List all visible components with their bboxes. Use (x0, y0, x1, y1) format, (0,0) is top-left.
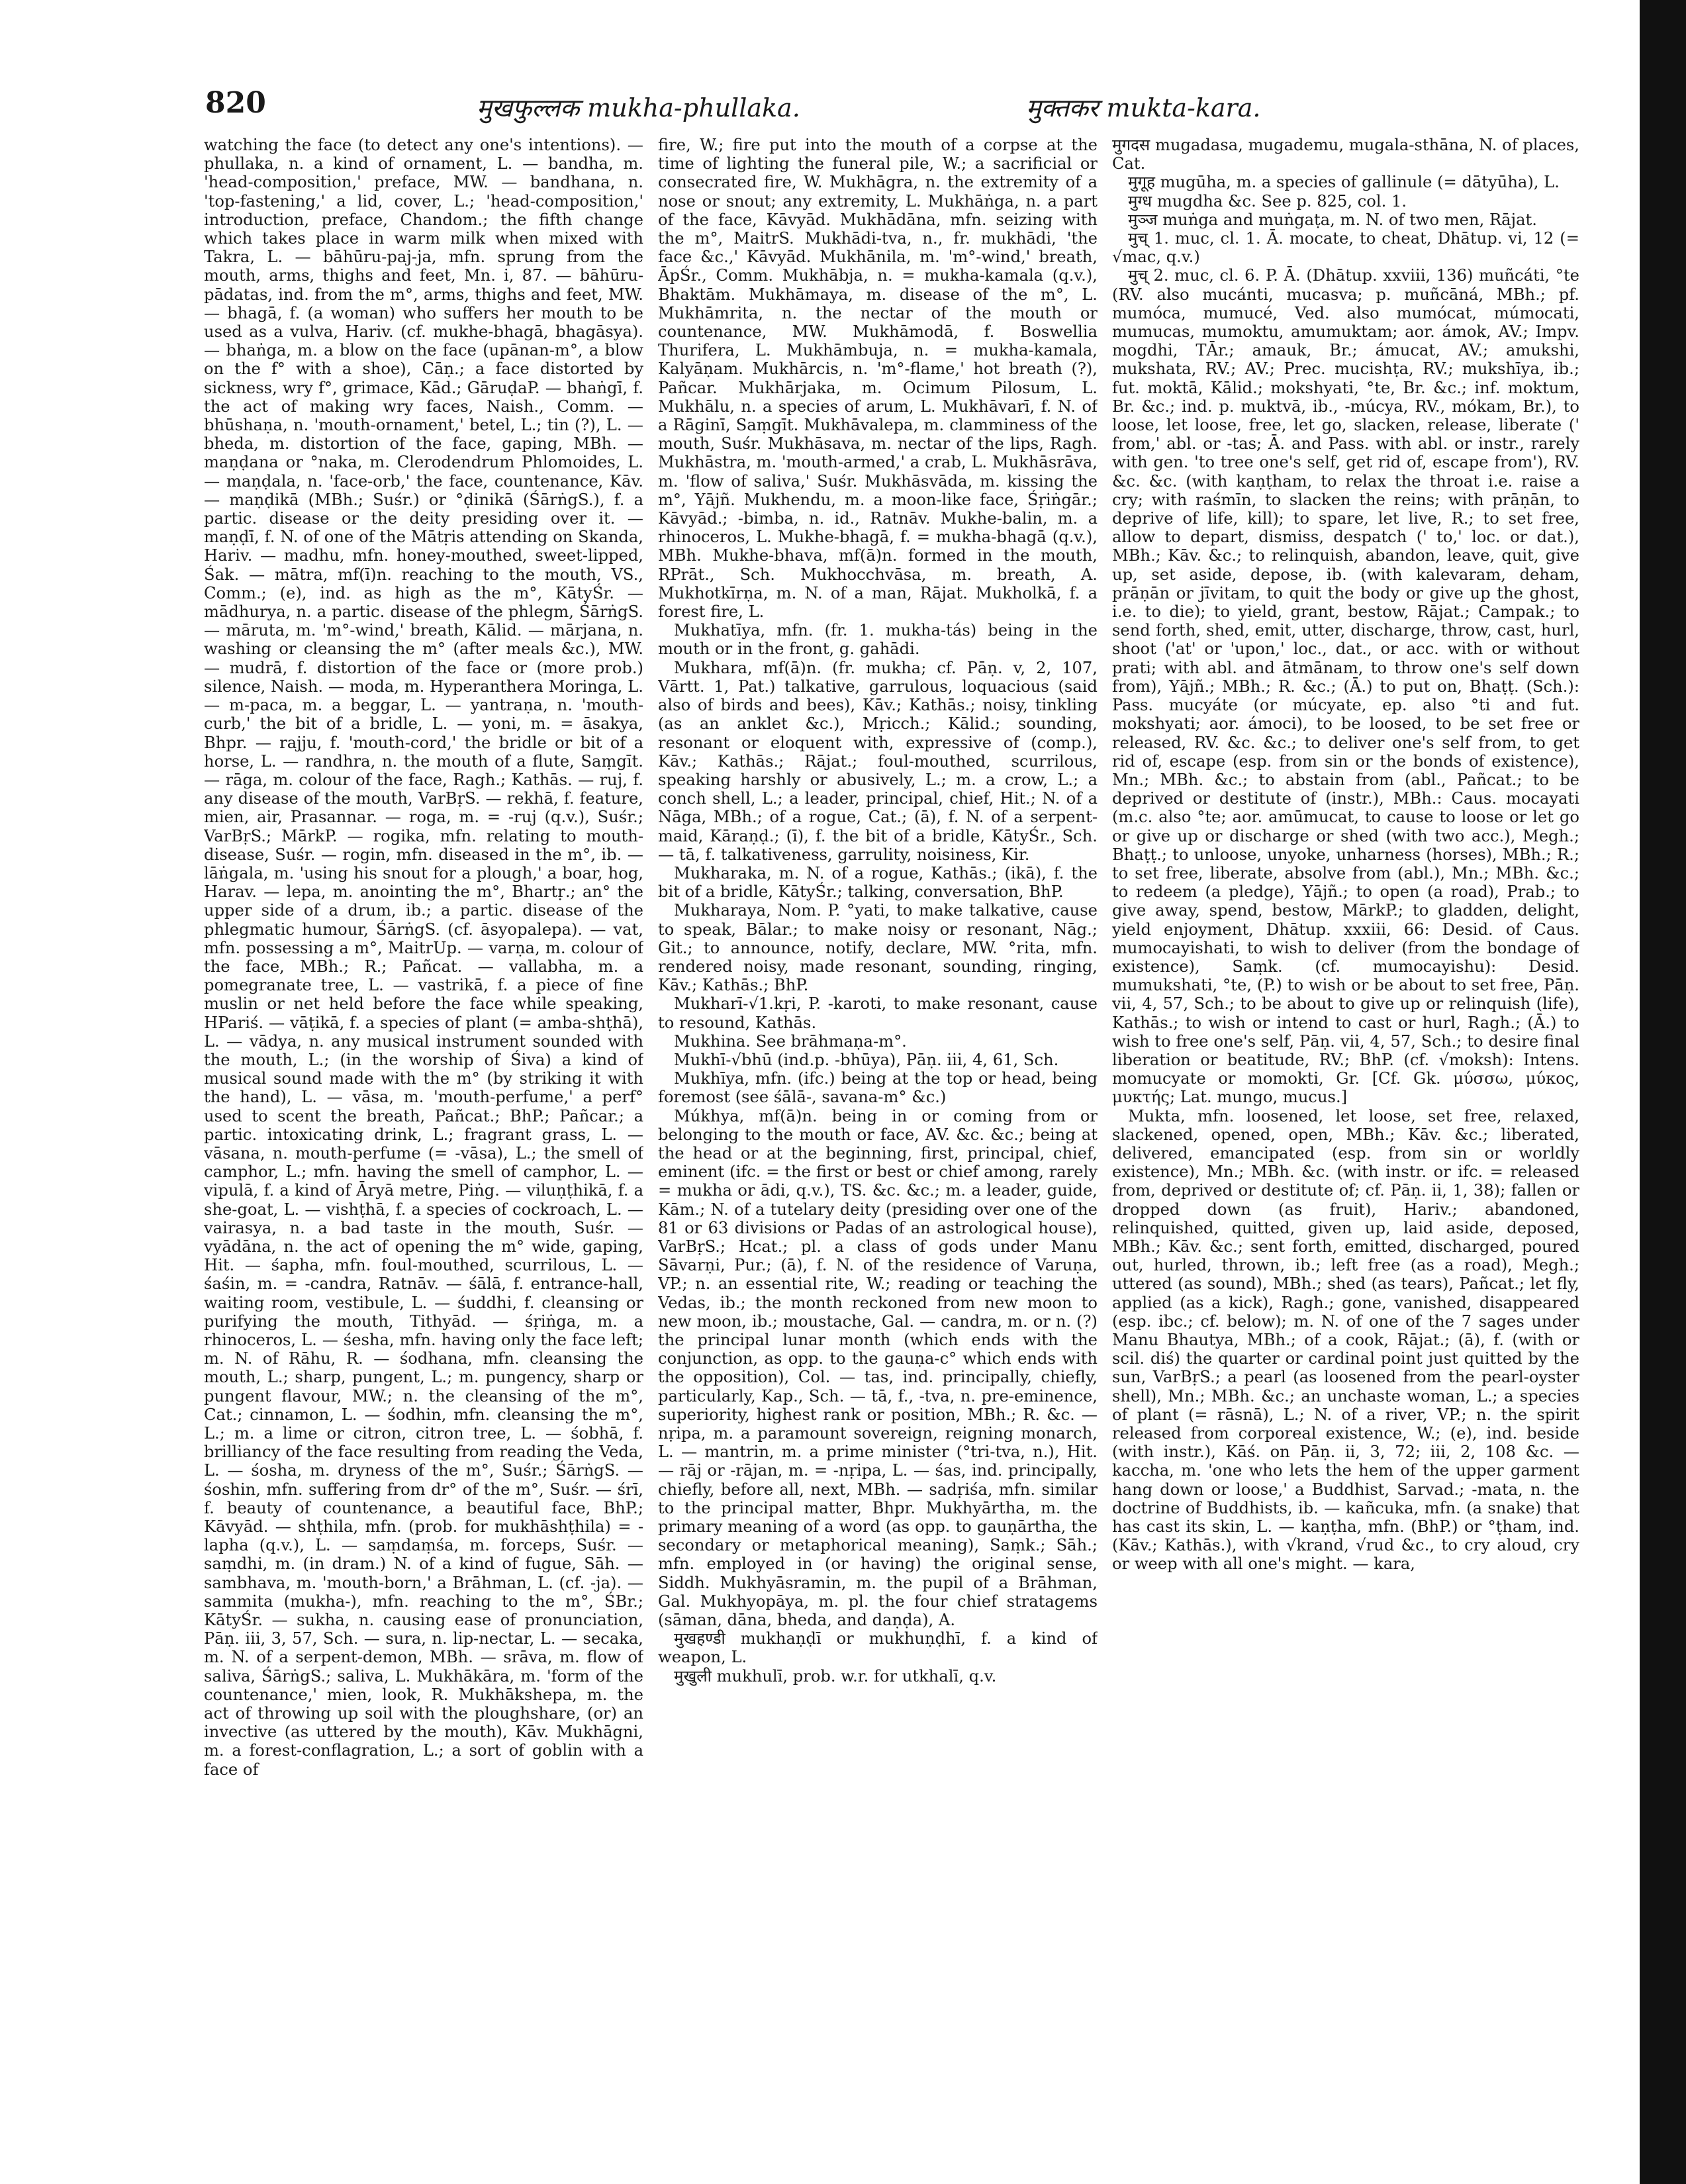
entry-paragraph: मुखहण्डी mukhaṇḍī or mukhuṇḍhī, f. a kind of weapon, L. (658, 1629, 1098, 1667)
page-number: 820 (205, 86, 266, 120)
entry-paragraph: मुखुली mukhulī, prob. w.r. for utkhalī, q.v. (674, 1666, 997, 1685)
entry-paragraph: मुगूह mugūha, m. a species of gallinule (= dātyūha), L. (1128, 173, 1560, 192)
entry-paragraph: Mukhīya, mfn. (ifc.) being at the top or head, being foremost (see śālā-, savana-m° &c.) (658, 1069, 1098, 1107)
column-3 (1112, 136, 1579, 2161)
page-edge-shadow (1640, 0, 1686, 2184)
entry-paragraph: Múkhya, mf(ā)n. being in or coming from or belonging to the mouth or face, AV. &c. &c.; being at the head or at the beginning, first, principal, chief, eminent (ifc. = the first or best or chief among, rarely = mukha or ādi, q.v.), TS. &c. &c.; m. a leader, guide, Kām.; N. of a tutelary deity (presiding over one of the 81 or 63 divisions or Padas of an astrological house), VarBṛS.; Hcat.; pl. a class of gods under Manu Sāvarṇi, Pur.; (ā), f. N. of the residence of Varuṇa, VP.; n. an essential rite, W.; reading or teaching the Vedas, ib.; the month reckoned from new moon to new moon, ib.; moustache, Gal. — candra, m. or n. (?) the principal lunar month (which ends with the conjunction, as opp. to the gauṇa-c° which ends with the opposition), Col. — tas, ind. principally, chiefly, particularly, Kap., Sch. — tā, f., -tva, n. pre-eminence, superiority, highest rank or position, MBh.; R. &c. — nṛipa, m. a paramount sovereign, reigning monarch, L. — mantrin, m. a prime minister (°tri-tva, n.), Hit. — rāj or -rājan, m. = -nṛipa, L. — śas, ind. principally, chiefly, before all, next, MBh. — sadṛiśa, mfn. similar to the principal matter, Bhpr. Mukhyārtha, m. the primary meaning of a word (as opp. to gauṇārtha, the secondary or metaphorical meaning), Saṃk.; Sāh.; mfn. employed in (or having) the original sense, Siddh. Mukhyāsramin, m. the pupil of a Brāhman, Gal. Mukhyopāya, m. pl. the four chief stratagems (sāman, dāna, bheda, and daṇḍa), A. (658, 1106, 1098, 1630)
entry-paragraph: Mukhina. See brāhmaṇa-m°. (674, 1031, 907, 1051)
entry-paragraph: मुच् 2. muc, cl. 6. P. Ā. (Dhātup. xxviii, 136) muñcáti, °te (RV. also mucánti, mucasva; p. muñcāná, MBh.; pf. mumóca, mumucé, Ved. also mumócat, múmocati, mumucas, mumoktu, amumuktam; aor. ámok, AV.; Impv. mogdhi, TĀr.; amauk, Br.; ámucat, AV.; amukshi, mukshata, RV.; AV.; Prec. mucishṭa, RV.; mukshīya, ib.; fut. moktā, Kālid.; mokshyati, °te, Br. &c.; inf. moktum, Br. &c.; ind. p. muktvā, ib., -múcya, RV., mókam, Br.), to loose, let loose, free, let go, slacken, release, liberate (' from,' abl. or -tas; Ā. and Pass. with abl. or instr., rarely with gen. 'to tree one's self, get rid of, escape from'), RV. &c. &c. (with kaṇṭham, to relax the throat i.e. raise a cry; with raśmīn, to slacken the reins; with prāṇān, to deprive of life, kill); to spare, let live, R.; to set free, allow to depart, dismiss, despatch (' to,' loc. or dat.), MBh.; Kāv. &c.; to relinquish, abandon, leave, quit, give up, set aside, depose, ib. (with kalevaram, deham, prāṇān or jīvitam, to quit the body or give up the ghost, i.e. to die); to yield, grant, bestow, Rājat.; Campak.; to send forth, shed, emit, utter, discharge, throw, cast, hurl, shoot ('at' or 'upon,' loc., dat., or acc. with or without prati; with abl. and ātmānam, to throw one's self down from), Yājñ.; MBh.; R. &c.; (Ā.) to put on, Bhaṭṭ. (Sch.): Pass. mucyáte (or múcyate, ep. also °ti and fut. mokshyati; aor. ámoci), to be loosed, to be set free or released, RV. &c. &c.; to deliver one's self from, to get rid of, escape (esp. from sin or the bonds of existence), Mn.; MBh. &c.; to abstain from (abl., Pañcat.; to be deprived or destitute of (instr.), MBh.: Caus. mocayati (m.c. also °te; aor. amūmucat, to cause to loose or let go or give up or discharge or shed (with two acc.), Megh.; Bhaṭṭ.; to unloose, unyoke, unharness (horses), MBh.; R.; to set free, liberate, absolve from (abl.), Mn.; MBh. &c.; to redeem (a pledge), Yājñ.; to open (a road), Prab.; to give away, spend, bestow, MārkP.; to gladden, delight, yield enjoyment, Dhātup. xxxiii, 66: Desid. of Caus. mumocayishati, to wish to deliver (from the bondage of existence), Saṃk. (cf. mumocayishu): Desid. mumukshati, °te, (P.) to wish or be about to set free, Pāṇ. vii, 4, 57, Sch.; to be about to give up or relinquish (life), Kathās.; to wish or intend to cast or hurl, Ragh.; (Ā.) to wish to free one's self, Pāṇ. vii, 4, 57, Sch.; to desire final liberation or beatitude, RV.; BhP. (cf. √moksh): Intens. momucyate or momokti, Gr. [Cf. Gk. μύσσω, μύκος, μυκτής; Lat. mungo, mucus.] (1112, 266, 1579, 1107)
entry-paragraph: Mukta, mfn. loosened, let loose, set free, relaxed, slackened, opened, open, MBh.; Kāv. &c.; liberated, delivered, emancipated (esp. from sin or worldly existence), Mn.; MBh. &c. (with instr. or ifc. = released from, deprived or destitute of; cf. Pāṇ. ii, 1, 38); fallen or dropped down (as fruit), Hariv.; abandoned, relinquished, quitted, given up, laid aside, deposed, MBh.; Kāv. &c.; sent forth, emitted, discharged, poured out, hurled, thrown, ib.; left free (as a road), Megh.; uttered (as sound), MBh.; shed (as tears), Pañcat.; let fly, applied (as a kick), Ragh.; gone, vanished, disappeared (esp. ibc.; cf. below); m. N. of one of the 7 sages under Manu Bhautya, MBh.; of a cook, Rājat.; (ā), f. (with or scil. diś) the quarter or cardinal point just quitted by the sun, VarBṛS.; a pearl (as loosened from the pearl-oyster shell), Mn.; MBh. &c.; an unchaste woman, L.; a species of plant (= rāsnā), L.; N. of a river, VP.; n. the spirit released from corporeal existence, W.; (e), ind. beside (with instr.), Kāś. on Pāṇ. ii, 3, 72; iii, 2, 108 &c. — kaccha, m. 'one who lets the hem of the upper garment hang down or loose,' a Buddhist, Sarvad.; -mata, n. the doctrine of Buddhists, ib. — kañcuka, mfn. (a snake) that has cast its skin, L. — kaṇṭha, mfn. (BhP.) or °ṭham, ind. (Kāv.; Kathās.), with √krand, √rud &c., to cry aloud, cry or weep with all one's might. — kara, (1112, 1106, 1579, 1574)
right-running-headword: मुक्तकर mukta-kara. (1026, 93, 1261, 122)
entry-paragraph: Mukharaka, m. N. of a rogue, Kathās.; (ikā), f. the bit of a bridle, KātyŚr.; talking, conversation, BhP. (658, 863, 1098, 902)
left-running-headword: मुखफुल्लक mukha-phullaka. (477, 93, 800, 122)
column-2 (658, 136, 1098, 2161)
entry-paragraph: Mukhatīya, mfn. (fr. 1. mukha-tás) being in the mouth or in the front, g. gahādi. (658, 621, 1098, 659)
column-1 (204, 136, 643, 2161)
entry-paragraph: fire, W.; fire put into the mouth of a corpse at the time of lighting the funeral pile, W.; a sacrificial or consecrated fire, W. Mukhāgra, n. the extremity of a nose or snout; any extremity, L. Mukhāṅga, n. a part of the face, Kāvyād. Mukhādāna, mfn. seizing with the m°, MaitrS. Mukhādi-tva, n., fr. mukhādi, 'the face &c.,' Kāvyād. Mukhānila, m. 'm°-wind,' breath, ĀpŚr., Comm. Mukhābja, n. = mukha-kamala (q.v.), Bhaktām. Mukhāmaya, m. disease of the m°, L. Mukhāmrita, n. the nectar of the mouth or countenance, MW. Mukhāmodā, f. Boswellia Thurifera, L. Mukhāmbuja, n. = mukha-kamala, Kalyāṇam. Mukhārcis, n. 'm°-flame,' hot breath (?), Pañcar. Mukhārjaka, m. Ocimum Pilosum, L. Mukhālu, n. a species of arum, L. Mukhāvarī, f. N. of a Rāginī, Saṃgīt. Mukhāvalepa, m. clamminess of the mouth, Suśr. Mukhāsava, m. nectar of the lips, Ragh. Mukhāstra, m. 'mouth-armed,' a crab, L. Mukhāsrāva, m. 'flow of saliva,' Suśr. Mukhāsvāda, m. kissing the m°, Yājñ. Mukhendu, m. a moon-like face, Śṛiṅgār.; Kāvyād.; -bimba, n. id., Ratnāv. Mukhe-balin, m. a rhinoceros, L. Mukhe-bhagā, f. = mukha-bhagā (q.v.), MBh. Mukhe-bhava, mf(ā)n. formed in the mouth, RPrāt., Sch. Mukhocchvāsa, m. breath, A. Mukhotkīrṇa, m. N. of a man, Rājat. Mukholkā, f. a forest fire, L. (658, 136, 1098, 622)
entry-paragraph: Mukharī-√1.kṛi, P. -karoti, to make resonant, cause to resound, Kathās. (658, 994, 1098, 1032)
entry-paragraph: मुच् 1. muc, cl. 1. Ā. mocate, to cheat, Dhātup. vi, 12 (= √mac, q.v.) (1112, 229, 1579, 267)
entry-paragraph: मुञ्ज muṅga and muṅgaṭa, m. N. of two men, Rājat. (1128, 210, 1537, 229)
entry-paragraph: मुगदस mugadasa, mugademu, mugala-sthāna, N. of places, Cat. (1112, 136, 1579, 173)
entry-paragraph: Mukhara, mf(ā)n. (fr. mukha; cf. Pāṇ. v, 2, 107, Vārtt. 1, Pat.) talkative, garrulous, loquacious (said also of birds and bees), Kāv.; Kathās.; noisy, tinkling (as an anklet &c.), Mṛicch.; Kālid.; sounding, resonant or eloquent with, expressive of (comp.), Kāv.; Kathās.; Rājat.; foul-mouthed, scurrilous, speaking harshly or abusively, L.; m. a crow, L.; a conch shell, L.; a leader, principal, chief, Hit.; N. of a Nāga, MBh.; of a rogue, Cat.; (ā), f. N. of a serpent-maid, Kāraṇḍ.; (ī), f. the bit of a bridle, KātyŚr., Sch. — tā, f. talkativeness, garrulity, noisiness, Kir. (658, 658, 1098, 864)
entry-paragraph: Mukharaya, Nom. P. °yati, to make talkative, cause to speak, Bālar.; to make noisy or resonant, Nāg.; Git.; to announce, notify, declare, MW. °rita, mfn. rendered noisy, made resonant, sounding, ringing, Kāv.; Kathās.; BhP. (658, 901, 1098, 995)
page-header (205, 86, 1582, 139)
entry-paragraph: Mukhī-√bhū (ind.p. -bhūya), Pāṇ. iii, 4, 61, Sch. (674, 1050, 1059, 1069)
entry-paragraph: watching the face (to detect any one's intentions). — phullaka, n. a kind of ornament, L. — bandha, m. 'head-composition,' preface, MW. — bandhana, n. 'top-fastening,' a lid, cover, L.; 'head-composition,' introduction, preface, Chandom.; the fifth change which takes place in warm milk when mixed with Takra, L. — bāhūru-paj-ja, mfn. sprung from the mouth, arms, thighs and feet, Mn. i, 87. — bāhūru-pādatas, ind. from the m°, arms, thighs and feet, MW. — bhagā, f. (a woman) who suffers her mouth to be used as a vulva, Hariv. (cf. mukhe-bhagā, bhagāsya). — bhaṅga, m. a blow on the face (upānan-m°, a blow on the f° with a shoe), Cāṇ.; a face distorted by sickness, wry f°, grimace, Kād.; GāruḍaP. — bhaṅgī, f. the act of making wry faces, Naish., Comm. — bhūshaṇa, n. 'mouth-ornament,' betel, L.; tin (?), L. — bheda, m. distortion of the face, gaping, MBh. — maṇḍana or °naka, m. Clerodendrum Phlomoides, L. — maṇḍala, n. 'face-orb,' the face, countenance, Kāv. — maṇḍikā (MBh.; Suśr.) or °ḍinikā (ŚārṅgS.), f. a partic. disease or the deity presiding over it. — maṇḍī, f. N. of one of the Mātṛis attending on Skanda, Hariv. — madhu, mfn. honey-mouthed, sweet-lipped, Śak. — mātra, mf(ī)n. reaching to the mouth, VS., Comm.; (e), ind. as high as the m°, KātyŚr. — mādhurya, n. a partic. disease of the phlegm, ŚārṅgS. — māruta, m. 'm°-wind,' breath, Kālid. — mārjana, n. washing or cleansing the m° (after meals &c.), MW. — mudrā, f. distortion of the face or (more prob.) silence, Naish. — moda, m. Hyperanthera Moringa, L. — m-paca, m. a beggar, L. — yantraṇa, n. 'mouth-curb,' the bit of a bridle, L. — yoni, m. = āsakya, Bhpr. — rajju, f. 'mouth-cord,' the bridle or bit of a horse, L. — randhra, n. the mouth of a flute, Saṃgīt. — rāga, m. colour of the face, Ragh.; Kathās. — ruj, f. any disease of the mouth, VarBṛS. — rekhā, f. feature, mien, air, Prasannar. — roga, m. = -ruj (q.v.), Suśr.; VarBṛS.; MārkP. — rogika, mfn. relating to mouth-disease, Suśr. — rogin, mfn. diseased in the m°, ib. — lāṅgala, m. 'using his snout for a plough,' a boar, hog, Harav. — lepa, m. anointing the m°, Bhartṛ.; an° the upper side of a drum, ib.; a partic. disease of the phlegmatic humour, ŚārṅgS. (cf. āsyopalepa). — vat, mfn. possessing a m°, MaitrUp. — varṇa, m. colour of the face, MBh.; R.; Pañcat. — vallabha, m. a pomegranate tree, L. — vastrikā, f. a piece of fine muslin or net held before the face while speaking, HPariś. — vāṭikā, f. a species of plant (= amba-shṭhā), L. — vādya, n. any musical instrument sounded with the mouth, L.; (in the worship of Śiva) a kind of musical sound made with the m° (by striking it with the hand), L. — vāsa, m. 'mouth-perfume,' a perf° used to scent the breath, Pañcat.; BhP.; Pañcar.; a partic. intoxicating drink, L.; fragrant grass, L. — vāsana, n. mouth-perfume (= -vāsa), L.; the smell of camphor, L.; mfn. having the smell of camphor, L. — vipulā, f. a kind of Āryā metre, Piṅg. — viluṇṭhikā, f. a she-goat, L. — vishṭhā, f. a species of cockroach, L. — vairasya, n. a bad taste in the mouth, Suśr. — vyādāna, n. the act of opening the m° wide, gaping, Hit. — śapha, mfn. foul-mouthed, scurrilous, L. — śaśin, m. = -candra, Ratnāv. — śālā, f. entrance-hall, waiting room, vestibule, L. — śuddhi, f. cleansing or purifying the mouth, Tithyād. — śṛiṅga, m. a rhinoceros, L. — śesha, mfn. having only the face left; m. N. of Rāhu, R. — śodhana, mfn. cleansing the mouth, L.; sharp, pungent, L.; m. pungency, sharp or pungent flavour, MW.; n. the cleansing of the m°, Cat.; cinnamon, L. — śodhin, mfn. cleansing the m°, L.; m. a lime or citron, citron tree, L. — śobhā, f. brilliancy of the face resulting from reading the Veda, L. — śosha, m. dryness of the m°, Suśr.; ŚārṅgS. — śoshin, mfn. suffering from dr° of the m°, Suśr. — śrī, f. beauty of countenance, a beautiful face, BhP.; Kāvyād. — shṭhila, mfn. (prob. for mukhāshṭhila) = -lapha (q.v.), L. — saṃdaṃśa, m. forceps, Suśr. — saṃdhi, m. (in dram.) N. of a kind of fugue, Sāh. — sambhava, m. 'mouth-born,' a Brāhman, L. (cf. -ja). — sammita (mukha-), mfn. reaching to the m°, ŚBr.; KātyŚr. — sukha, n. causing ease of pronunciation, Pāṇ. iii, 3, 57, Sch. — sura, n. lip-nectar, L. — secaka, m. N. of a serpent-demon, MBh. — srāva, m. flow of saliva, ŚārṅgS.; saliva, L. Mukhākāra, m. 'form of the countenance,' mien, look, R. Mukhākshepa, m. the act of throwing up soil with the ploughshare, (or) an invective (as uttered by the mouth), Kāv. Mukhāgni, m. a forest-conflagration, L.; a sort of goblin with a face of (204, 136, 643, 1779)
entry-paragraph: मुग्ध mugdha &c. See p. 825, col. 1. (1128, 191, 1407, 211)
